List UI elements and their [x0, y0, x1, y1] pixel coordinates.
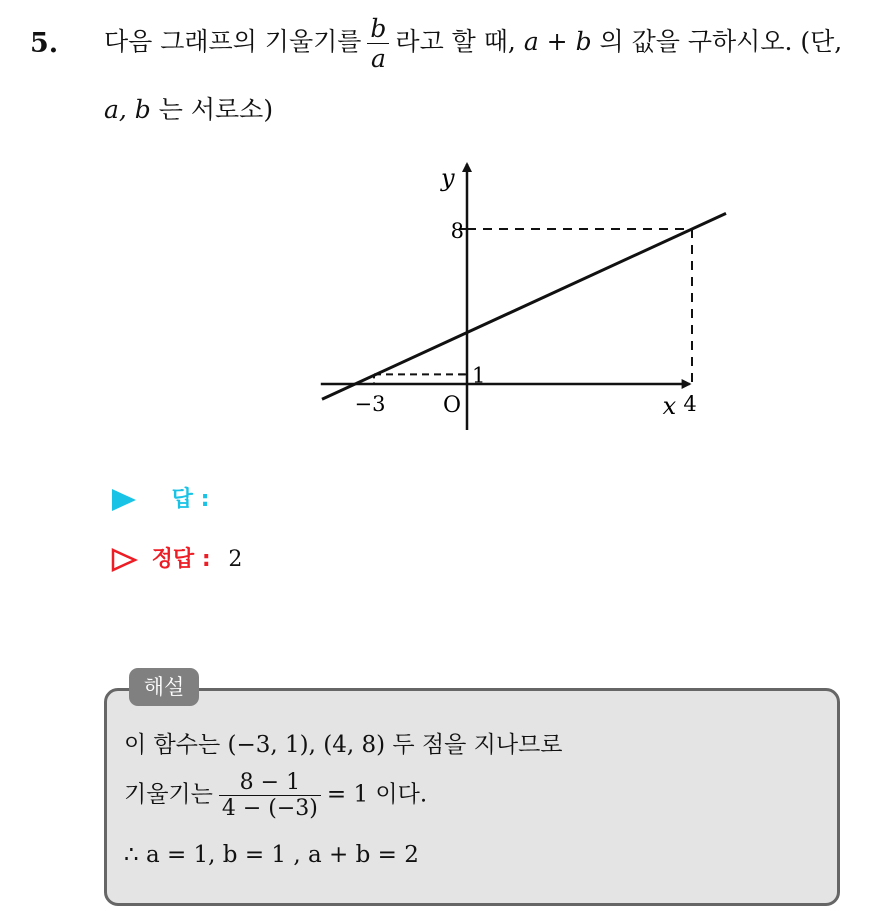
question-vars: a, b [104, 95, 151, 124]
solution-line-1: 이 함수는 (−3, 1), (4, 8) 두 점을 지나므로 [124, 732, 563, 758]
question-expression: a + b [523, 27, 592, 56]
question-text-before: 다음 그래프의 기울기를 [104, 27, 362, 56]
correct-answer-label: 정답 : [151, 547, 211, 572]
play-icon [110, 487, 138, 513]
solution-line-2-prefix: 기울기는 [124, 781, 213, 808]
answer-label: 답 : [171, 487, 210, 512]
x-axis-label: x [662, 392, 677, 420]
y-axis-label: y [441, 164, 455, 192]
slope-fraction [367, 14, 389, 73]
question-number: 5. [30, 28, 59, 59]
fraction-numerator: b [370, 14, 387, 43]
origin-label: O [442, 393, 462, 418]
solution-line-2 [124, 770, 427, 821]
correct-answer-row [110, 542, 242, 573]
answer-row [110, 482, 209, 513]
y-tick-label-8: 8 [450, 219, 464, 243]
line-graph [320, 158, 697, 433]
solution-line-3: ∴ a = 1, b = 1 , a + b = 2 [124, 842, 419, 868]
x-tick-label-4: 4 [683, 392, 697, 416]
fraction-denominator: a [367, 43, 389, 73]
y-tick-label-1: 1 [472, 363, 486, 388]
correct-answer-value: 2 [228, 547, 243, 572]
question-condition: 는 서로소) [158, 95, 274, 124]
solution-tag: 해설 [129, 668, 199, 706]
question-text-mid: 라고 할 때, [395, 27, 516, 56]
data-line [322, 213, 726, 399]
outline-play-icon [110, 547, 138, 573]
x-tick-label-neg3: −3 [354, 392, 386, 416]
solution-fraction-numerator: 8 − 1 [239, 770, 301, 795]
question-line-1 [104, 14, 842, 73]
solution-line-2-suffix: = 1 이다. [326, 781, 428, 808]
solution-fraction-denominator: 4 − (−3) [219, 795, 321, 821]
solution-fraction [219, 770, 321, 821]
question-text-after: 의 값을 구하시오. (단, [599, 27, 843, 56]
question-line-2 [104, 90, 273, 126]
